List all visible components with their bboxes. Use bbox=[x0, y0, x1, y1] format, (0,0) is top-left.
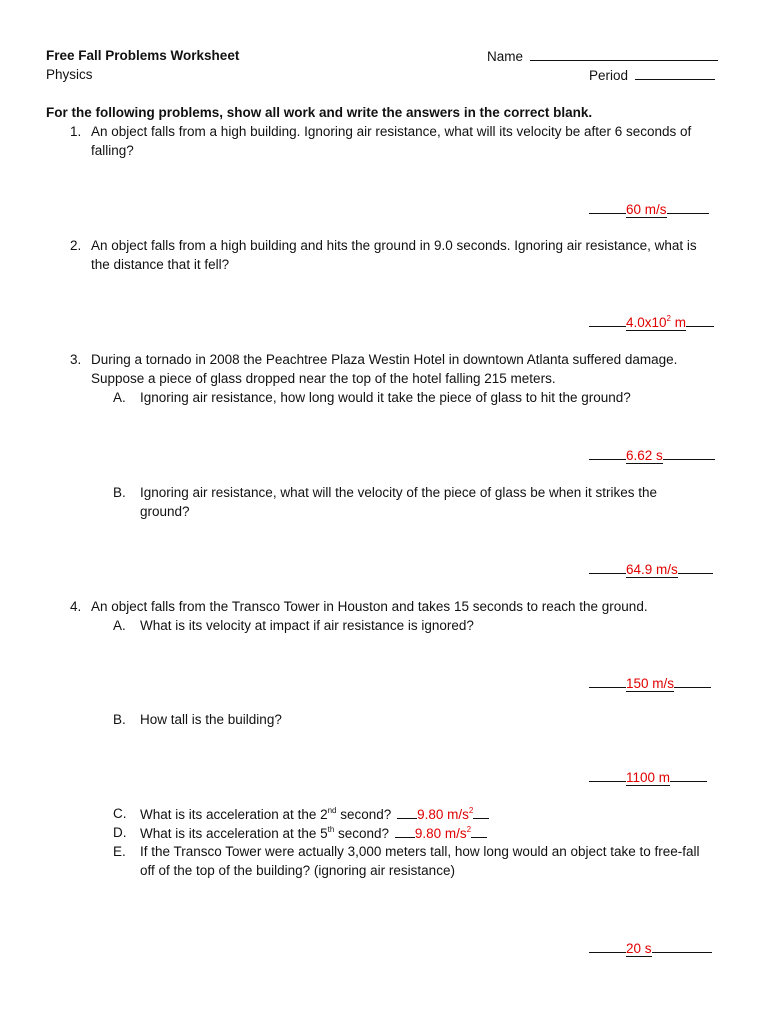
q3-text-line1: During a tornado in 2008 the Peachtree Plaza Westin Hotel in downtown Atlanta suffered damage. bbox=[91, 352, 678, 367]
q1-number: 1. bbox=[70, 124, 82, 139]
q4c-answer: 9.80 $m/s^2$ bbox=[417, 806, 474, 822]
name-blank[interactable] bbox=[530, 48, 718, 61]
q3b-answer: 64.9 m/s bbox=[626, 562, 678, 577]
q4d-answer: 9.80 $m/s^2$ bbox=[414, 825, 472, 841]
q2-text-line1: An object falls from a high building and hits the ground in 9.0 seconds. Ignoring air resistance, what is bbox=[91, 238, 697, 253]
q3a-answer: 6.62 s bbox=[626, 448, 663, 463]
q4b-answer-blank[interactable] bbox=[589, 769, 707, 785]
q4a-text: What is its velocity at impact if air resistance is ignored? bbox=[140, 618, 474, 633]
q2-number: 2. bbox=[70, 238, 82, 253]
q3b-text-line2: ground? bbox=[140, 504, 190, 519]
period-blank[interactable] bbox=[635, 67, 715, 80]
q4e-text-line2: off of the top of the building? (ignoring air resistance) bbox=[140, 863, 455, 878]
name-label: Name bbox=[487, 49, 524, 64]
name-field[interactable] bbox=[487, 48, 718, 64]
q4c-question: What is its acceleration at the 2nd second? 9.80 $m/s^2$ bbox=[140, 806, 489, 822]
q4e-letter: E. bbox=[113, 844, 126, 859]
q1-answer-blank[interactable] bbox=[589, 201, 709, 217]
q3-number: 3. bbox=[70, 352, 82, 367]
q4b-text: How tall is the building? bbox=[140, 712, 282, 727]
q1-text-line2: falling? bbox=[91, 143, 134, 158]
q4e-answer: 20 s bbox=[626, 941, 652, 956]
q4a-letter: A. bbox=[113, 618, 126, 633]
q4e-answer-blank[interactable] bbox=[589, 940, 712, 956]
q4a-answer-blank[interactable] bbox=[589, 675, 711, 691]
q1-answer: 60 m/s bbox=[626, 202, 667, 217]
q4d-answer-blank[interactable] bbox=[395, 826, 487, 841]
worksheet-title: Free Fall Problems Worksheet bbox=[46, 48, 240, 63]
q4a-answer: 150 m/s bbox=[626, 676, 675, 691]
q2-text-line2: the distance that it fell? bbox=[91, 257, 230, 272]
q4b-answer: 1100 m bbox=[626, 770, 671, 785]
q4b-letter: B. bbox=[113, 712, 126, 727]
q2-answer: $4.0x10^2$ m bbox=[626, 314, 686, 330]
q3a-text: Ignoring air resistance, how long would it take the piece of glass to hit the ground? bbox=[140, 390, 631, 405]
instructions: For the following problems, show all work and write the answers in the correct blank. bbox=[46, 105, 593, 120]
q3b-text-line1: Ignoring air resistance, what will the velocity of the piece of glass be when it strikes the bbox=[140, 485, 658, 500]
q4c-letter: C. bbox=[113, 806, 127, 821]
q4d-letter: D. bbox=[113, 825, 127, 840]
q4e-text-line1: If the Transco Tower were actually 3,000 meters tall, how long would an object take to free-fall bbox=[140, 844, 700, 859]
subject-label: Physics bbox=[46, 67, 93, 82]
q3a-letter: A. bbox=[113, 390, 126, 405]
q4-text-line1: An object falls from the Transco Tower in Houston and takes 15 seconds to reach the ground. bbox=[91, 599, 648, 614]
q4-number: 4. bbox=[70, 599, 82, 614]
period-label: Period bbox=[589, 68, 629, 83]
q3-text-line2: Suppose a piece of glass dropped near the top of the hotel falling 215 meters. bbox=[91, 371, 556, 386]
q3b-answer-blank[interactable] bbox=[589, 561, 713, 577]
q3a-answer-blank[interactable] bbox=[589, 447, 715, 463]
q4d-question: What is its acceleration at the 5th second? 9.80 $m/s^2$ bbox=[140, 825, 487, 841]
q1-text-line1: An object falls from a high building. Ignoring air resistance, what will its velocity be after 6 seconds of bbox=[91, 124, 692, 139]
q4c-answer-blank[interactable] bbox=[397, 807, 489, 822]
q3b-letter: B. bbox=[113, 485, 126, 500]
q2-answer-blank[interactable] bbox=[589, 314, 714, 330]
period-field[interactable] bbox=[589, 67, 715, 83]
